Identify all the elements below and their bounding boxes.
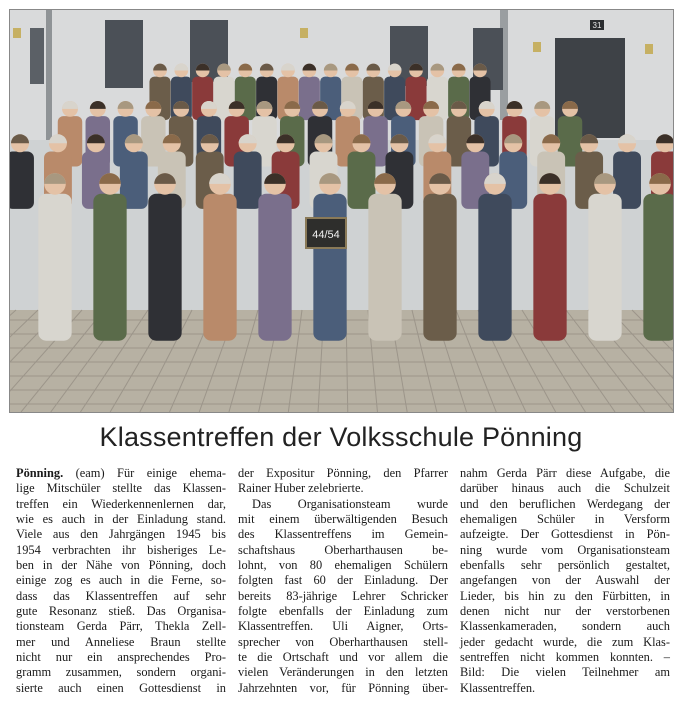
article-line-text: gute Resonanz stieß. Das Organisa- bbox=[16, 604, 226, 619]
article-line-text: ning wurde vom Organisationsteam bbox=[460, 542, 670, 557]
article-line-text: jeder gedacht wurde, die zum Klas- bbox=[460, 634, 670, 649]
article-line-text: mer und Anneliese Braun stellte bbox=[16, 634, 226, 649]
article-line-text: nahm Gerda Pärr diese Aufgabe, die bbox=[460, 466, 670, 480]
group-photo-illustration bbox=[10, 10, 673, 412]
article-line-text: der Expositur Pönning, den Pfarrer bbox=[238, 466, 448, 480]
article-line-text: mit einem überwältigenden Besuch bbox=[238, 512, 448, 527]
article-line-text: dass das Klassentreffen auf sehr bbox=[16, 588, 226, 603]
person-silhouette bbox=[93, 173, 126, 341]
article-body bbox=[16, 466, 674, 696]
article-line-text: Rainer Huber zelebrierte. bbox=[238, 481, 364, 496]
article-line bbox=[460, 497, 670, 512]
article-line-text: 1954 verbrachten ihr bisheriges Le- bbox=[16, 542, 226, 557]
article-line-text: ehemaligen Schüler in Versform bbox=[460, 512, 670, 527]
article-line-text: Lieder, bis hin zu den Fürbitten, in bbox=[460, 588, 670, 603]
article-line-text: vielen Veränderungen in den letzten bbox=[238, 665, 448, 680]
article-line bbox=[238, 481, 448, 496]
article-line bbox=[16, 512, 226, 527]
article-line-text: Klassentreffen. bbox=[460, 680, 536, 695]
article-line-text: Das Organisationsteam wurde bbox=[252, 496, 448, 511]
article-line-text: lohnt, von 80 ehemaligen Schülern bbox=[238, 558, 448, 573]
article-line-text: Klassenkameraden, sondern auch bbox=[460, 619, 670, 634]
article-line-text: des Klassentreffens im Gemein- bbox=[238, 527, 448, 542]
article-line-text: tionsteam Gerda Pärr, Thekla Zell- bbox=[16, 619, 226, 634]
article-line bbox=[460, 481, 670, 496]
article-line bbox=[238, 604, 448, 619]
group-photo bbox=[9, 9, 674, 413]
article-line bbox=[16, 635, 226, 650]
article-line bbox=[16, 619, 226, 634]
article-line-text: angefangen von der Auswahl der bbox=[460, 573, 670, 588]
article-line-text: (eam) Für einige ehema- bbox=[63, 466, 226, 480]
person-silhouette bbox=[203, 173, 236, 341]
article-line-text: sierte auch einen Gottesdienst in bbox=[16, 680, 226, 695]
article-line bbox=[238, 619, 448, 634]
person-silhouette bbox=[423, 173, 456, 341]
article-line bbox=[16, 481, 226, 496]
article-line bbox=[460, 619, 670, 634]
article-column-1 bbox=[16, 466, 226, 696]
article-line-text: denen nicht nur der verstorbenen bbox=[460, 604, 670, 619]
article-line-text: folgte ebenfalls der Einladung zum bbox=[238, 604, 448, 619]
article-line-text: gramm zusammen, sondern organi- bbox=[16, 665, 226, 680]
article-line bbox=[238, 497, 448, 512]
article-line bbox=[460, 466, 670, 481]
article-line-text: te die Ortschaft und vor allem die bbox=[238, 650, 448, 665]
person-silhouette bbox=[148, 173, 181, 341]
article-line-text: sprecher von Oberharthausen stell- bbox=[238, 634, 448, 649]
article-line bbox=[238, 681, 448, 696]
person-silhouette bbox=[643, 173, 673, 341]
dateline: Pönning. bbox=[16, 466, 64, 480]
article-line bbox=[460, 558, 670, 573]
article-line-text: nicht nur ein ansprechendes Pro- bbox=[16, 650, 226, 665]
article-column-3 bbox=[460, 466, 670, 696]
article-line bbox=[16, 466, 226, 481]
article-line bbox=[460, 573, 670, 588]
article-line bbox=[16, 573, 226, 588]
article-column-2 bbox=[238, 466, 448, 696]
article-line bbox=[238, 512, 448, 527]
article-line-text: lige Mitschüler stellte das Klassen- bbox=[16, 481, 226, 496]
article-line bbox=[16, 527, 226, 542]
article-line-text: folgten fast 60 der Einladung. Der bbox=[238, 573, 448, 588]
person-silhouette bbox=[258, 173, 291, 341]
article-line-text: sentreffen nicht kommen konnten. – bbox=[460, 650, 670, 665]
article-line-text: Bild: Die vielen Teilnehmer am bbox=[460, 665, 670, 680]
person-silhouette bbox=[38, 173, 71, 341]
person-silhouette bbox=[588, 173, 621, 341]
article-line bbox=[16, 681, 226, 696]
person-silhouette bbox=[533, 173, 566, 341]
article-headline: Klassentreffen der Volksschule Pönning bbox=[99, 422, 583, 452]
article-line bbox=[238, 635, 448, 650]
article-line-text: und den beruflichen Werdegang der bbox=[460, 496, 670, 511]
article-line bbox=[460, 589, 670, 604]
article-line bbox=[16, 650, 226, 665]
article-line bbox=[238, 543, 448, 558]
article-line bbox=[238, 527, 448, 542]
article-line-text: treffen ein Wiederkennenlernen dar, bbox=[16, 496, 226, 511]
article-line bbox=[238, 558, 448, 573]
article-line-text: aufzeigte. Der Gottesdienst in Pön- bbox=[460, 527, 670, 542]
article-line bbox=[460, 681, 670, 696]
article-line bbox=[238, 466, 448, 481]
article-line-text: wie es auch in der Einladung stand. bbox=[16, 512, 226, 527]
person-silhouette bbox=[368, 173, 401, 341]
house-number: 31 bbox=[592, 21, 602, 30]
article-line bbox=[16, 589, 226, 604]
article-line-text: darüber hinaus auch die Schulzeit bbox=[460, 481, 670, 496]
article-line-text: Viele aus den Jahrgängen 1945 bis bbox=[16, 527, 226, 542]
article-line-text: bereits 83-jährige Lehrer Schricker bbox=[238, 588, 448, 603]
article-line bbox=[238, 665, 448, 680]
article-line bbox=[460, 665, 670, 680]
article-line bbox=[460, 604, 670, 619]
article-line bbox=[238, 650, 448, 665]
article-line bbox=[238, 589, 448, 604]
article-line-text: schaftshaus Oberharthausen be- bbox=[238, 542, 448, 557]
article-line bbox=[16, 558, 226, 573]
article-line bbox=[238, 573, 448, 588]
article-line-text: Klassentreffen. Uli Aigner, Orts- bbox=[238, 619, 448, 634]
chalkboard-label: 44/54 bbox=[312, 229, 340, 241]
article-line bbox=[16, 543, 226, 558]
article-line bbox=[460, 527, 670, 542]
person-silhouette bbox=[478, 173, 511, 341]
article-line bbox=[460, 650, 670, 665]
person-silhouette bbox=[313, 173, 346, 341]
article-line-text: ebenfalls sehr persönlich gestaltet, bbox=[460, 558, 670, 573]
article-line bbox=[460, 543, 670, 558]
article-line bbox=[460, 512, 670, 527]
article-line-text: Jahrzehnten vor, für Pönning über- bbox=[238, 680, 448, 695]
article-line bbox=[16, 604, 226, 619]
article-line bbox=[16, 497, 226, 512]
article-line bbox=[460, 635, 670, 650]
article-line bbox=[16, 665, 226, 680]
article-line-text: einige zog es auch in die Ferne, so- bbox=[16, 573, 226, 588]
article-line-text: ben in der Nähe von Pönning, doch bbox=[16, 558, 226, 573]
